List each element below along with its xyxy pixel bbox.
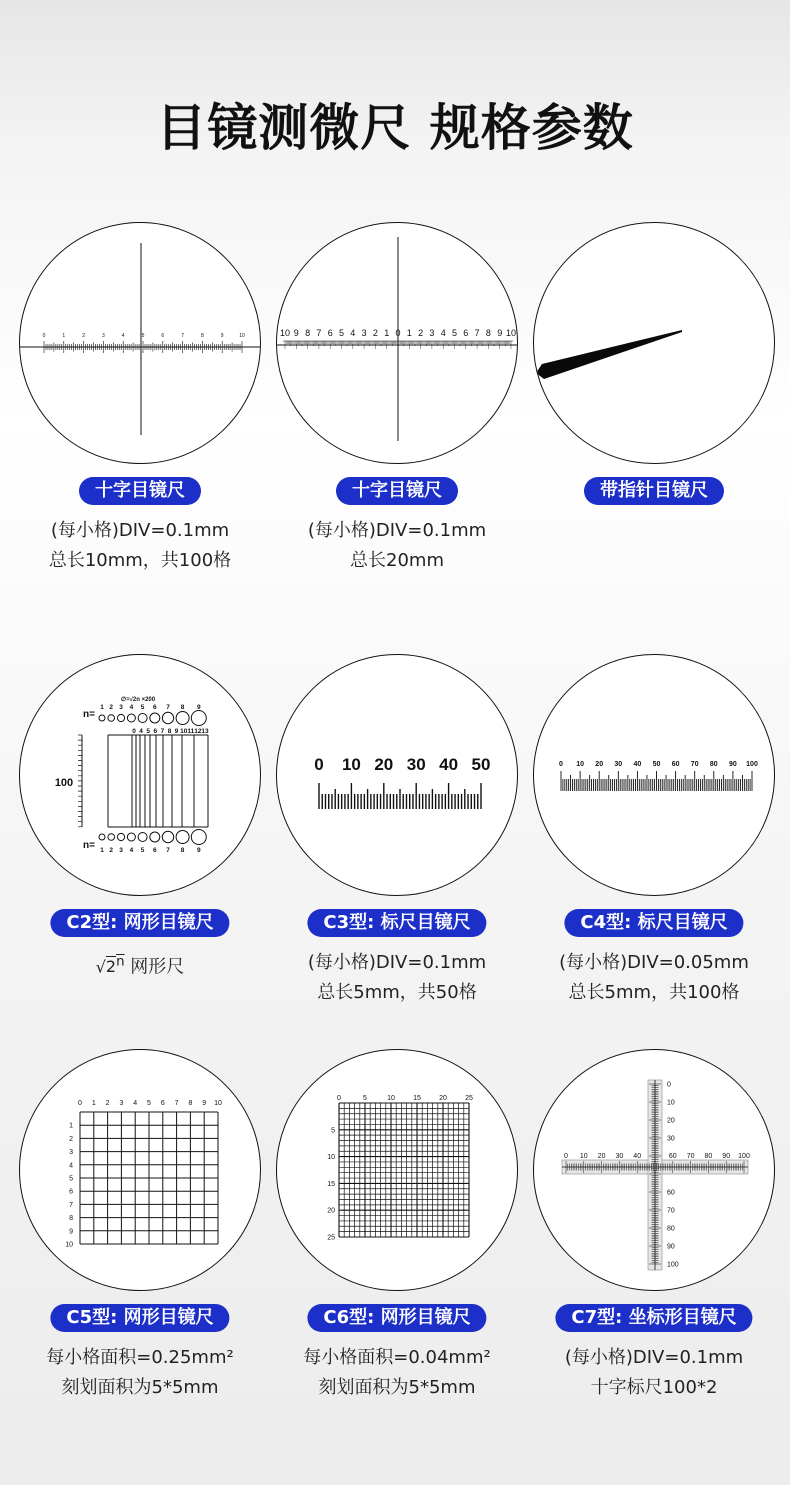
spec-line-2: 刻划面积为5*5mm [318,1377,476,1398]
aperture-label: 1 [100,704,104,711]
aperture-circle [127,714,135,722]
column-label: 0 [78,1100,82,1107]
column-label: 5 [146,728,151,735]
column-label: 10 [180,728,188,735]
scale-label: 70 [690,761,699,768]
formula-label: ∅=√2n ×200 [120,697,156,703]
spec-line-1: 每小格面积=0.25mm² [46,1347,234,1368]
row-label: 25 [327,1234,335,1242]
horizontal-label: 0 [564,1153,568,1160]
aperture-label: 2 [109,704,114,711]
scale-label: 8 [201,333,204,339]
c6-grid-reticle-drawing [277,1050,518,1291]
vertical-label: 70 [667,1207,675,1215]
scale-label: 10 [239,333,245,339]
sqrt-exponent: n [116,955,125,970]
cross-reticle-20mm-drawing [277,223,518,464]
reticle-image-c4 [533,654,775,896]
scale-label: 8 [305,328,311,338]
column-label: 8 [167,728,172,735]
scale-label: 10 [576,761,584,768]
reticle-spec [525,1343,783,1403]
spec-line-1 [11,948,269,982]
aperture-label: 8 [180,847,185,854]
c5-grid-reticle-drawing [20,1050,261,1291]
scale-label: 4 [350,328,356,338]
scale-label: 10 [505,328,517,338]
c4-scale-reticle-drawing [534,655,775,896]
scale-label: 40 [439,755,459,774]
row-label: 5 [69,1175,73,1183]
spec-line-2: 总长10mm，共100格 [48,550,232,571]
aperture-label: 3 [119,704,123,711]
reticle-image-c6 [276,1049,518,1291]
row-label: 7 [69,1201,73,1209]
scale-label: 5 [451,328,458,338]
column-label: 25 [465,1095,473,1102]
aperture-circle [138,833,147,842]
reticle-type-badge: C4型: 标尺目镜尺 [564,909,743,937]
aperture-label: 7 [166,704,170,711]
aperture-label: 4 [129,847,134,854]
scale-label: 0 [42,333,46,339]
aperture-label: 6 [152,847,157,854]
reticle-image-pointer [533,222,775,464]
column-label: 4 [133,1100,138,1107]
column-label: 5 [147,1100,151,1107]
spec-line-2: 总长20mm [350,550,444,571]
sqrt-radicand [106,957,125,976]
column-label: 0 [132,728,136,735]
scale-label: 6 [161,333,165,339]
spec-line-2: 刻划面积为5*5mm [61,1377,219,1398]
aperture-circle [127,833,135,841]
vertical-label: 80 [667,1225,675,1233]
spec-line-1: 每小格面积=0.04mm² [303,1347,491,1368]
row-label: 20 [327,1207,335,1215]
scale-label: 30 [406,755,426,774]
aperture-label: 4 [129,704,134,711]
column-label: 2 [105,1100,110,1107]
vertical-label: 10 [667,1099,675,1107]
aperture-label: 2 [109,847,114,854]
horizontal-label: 60 [668,1153,677,1160]
aperture-label: 3 [119,847,123,854]
column-label: 5 [363,1095,367,1102]
aperture-circle [108,834,115,841]
reticle-type-badge: 十字目镜尺 [336,477,458,505]
scale-label: 2 [82,333,85,339]
n-label: n= [83,840,95,851]
scale-label: 3 [102,333,105,339]
scale-label: 90 [729,761,737,768]
page-title: 目镜测微尺 规格参数 [156,99,634,157]
aperture-label: 9 [196,704,201,711]
c3-scale-reticle-drawing [277,655,518,896]
reticle-image-c2 [19,654,261,896]
scale-label: 2 [372,328,378,338]
scale-label: 1 [384,328,390,338]
aperture-circle [162,831,173,842]
column-label: 10 [387,1095,395,1102]
aperture-circle [108,715,115,722]
column-label: 1 [91,1100,96,1107]
column-label: 7 [160,728,165,735]
scale-label: 6 [463,328,469,338]
scale-label: 50 [471,755,491,774]
scale-label: 3 [429,328,435,338]
row-label: 10 [327,1154,335,1162]
aperture-label: 8 [180,704,185,711]
column-label: 7 [174,1100,179,1107]
aperture-label: 1 [100,847,104,854]
reticle-spec [268,1343,526,1403]
horizontal-label: 90 [722,1153,731,1160]
horizontal-label: 80 [704,1153,713,1160]
reticle-type-badge: 带指针目镜尺 [584,477,724,505]
spec-line-1: (每小格)DIV=0.1mm [307,520,487,541]
scale-label: 10 [279,328,291,338]
column-label: 12 [194,728,202,735]
aperture-circle [99,834,105,840]
vertical-label: 100 [667,1261,679,1269]
aperture-circle [191,830,206,845]
reticle-spec [11,948,269,982]
spec-line-2: 十字标尺100*2 [590,1377,718,1398]
scale-label: 50 [652,761,661,768]
reticle-image-c3 [276,654,518,896]
aperture-circle [138,714,147,723]
sqrt-formula: √2$^n$ [95,955,125,977]
scale-label: 5 [141,333,145,339]
aperture-circle [99,715,105,721]
reticle-spec [11,516,269,576]
aperture-circle [176,712,189,725]
horizontal-label: 40 [633,1153,642,1160]
spec-line-2: 总长5mm，共50格 [317,982,477,1003]
reticle-type-badge: C5型: 网形目镜尺 [50,1304,229,1332]
aperture-circle [150,832,160,842]
column-label: 6 [153,728,158,735]
aperture-circle [150,713,160,723]
scale-label: 7 [316,328,322,338]
row-label: 2 [69,1135,73,1143]
aperture-circle [162,712,173,723]
horizontal-label: 10 [579,1153,588,1160]
reticle-spec [525,948,783,1008]
row-label: 1 [69,1122,73,1130]
aperture-label: 6 [152,704,157,711]
scale-label: 7 [474,328,480,338]
spec-line-1: (每小格)DIV=0.1mm [307,952,487,973]
scale-label: 40 [633,761,642,768]
cross-reticle-10mm-drawing [20,223,261,464]
vertical-label: 90 [667,1243,675,1251]
column-label: 11 [187,728,195,735]
column-label: 9 [174,728,179,735]
vertical-label: 60 [667,1189,675,1197]
spec-text: 网形尺 [130,956,185,978]
scale-label: 9 [293,328,299,338]
reticle-spec [268,516,526,576]
reticle-image-cross-10mm [19,222,261,464]
reticle-type-badge: C3型: 标尺目镜尺 [307,909,486,937]
reticle-spec [268,948,526,1008]
reticle-image-c7 [533,1049,775,1291]
scale-label: 10 [341,755,361,774]
scale-label: 8 [485,328,491,338]
row-label: 4 [69,1162,73,1170]
column-label: 9 [202,1100,207,1107]
aperture-label: 9 [196,847,201,854]
c7-coordinate-reticle-drawing [534,1050,775,1291]
row-label: 9 [69,1228,73,1236]
horizontal-label: 20 [597,1153,606,1160]
scale-label: 7 [181,333,184,339]
aperture-label: 5 [140,847,145,854]
column-label: 3 [119,1100,124,1107]
aperture-circle [117,714,124,721]
scale-label: 20 [374,755,394,774]
column-label: 20 [439,1095,447,1102]
aperture-label: 7 [166,847,170,854]
scale-label: 0 [559,761,563,768]
vertical-label: 0 [667,1081,671,1089]
row-label: 5 [331,1127,335,1135]
scale-label: 9 [497,328,503,338]
column-label: 8 [188,1100,193,1107]
scale-label: 30 [614,761,623,768]
aperture-label: 5 [140,704,145,711]
scale-label: 4 [440,328,446,338]
aperture-circle [117,833,124,840]
column-label: 4 [139,728,143,735]
n-label: n= [83,709,95,720]
scale-label: 0 [395,328,401,338]
reticle-image-cross-20mm [276,222,518,464]
aperture-circle [176,831,189,844]
column-label: 13 [201,728,209,735]
c2-net-reticle-drawing [20,655,261,896]
vertical-label: 20 [667,1117,675,1125]
row-label: 10 [65,1241,73,1249]
reticle-spec [11,1343,269,1403]
pointer-reticle-drawing [534,223,775,464]
spec-line-1: (每小格)DIV=0.1mm [50,520,230,541]
scale-label: 3 [361,328,367,338]
scale-label: 5 [338,328,345,338]
column-label: 15 [413,1095,421,1102]
side-label: 100 [54,777,74,789]
reticle-type-badge: C6型: 网形目镜尺 [307,1304,486,1332]
scale-label: 60 [671,761,680,768]
horizontal-label: 70 [686,1153,695,1160]
scale-label: 100 [746,761,758,768]
scale-label: 0 [314,755,324,774]
scale-label: 1 [62,333,66,339]
reticle-type-badge: C2型: 网形目镜尺 [50,909,229,937]
reticle-image-c5 [19,1049,261,1291]
spec-line-2: 总长5mm，共100格 [568,982,740,1003]
column-label: 10 [214,1100,222,1107]
column-label: 0 [337,1095,341,1102]
aperture-circle [191,711,206,726]
row-label: 3 [69,1149,73,1157]
scale-label: 4 [121,333,125,339]
row-label: 15 [327,1180,335,1188]
scale-label: 6 [327,328,333,338]
sqrt-base: 2 [105,957,117,977]
vertical-label: 30 [667,1135,675,1143]
scale-label: 20 [595,761,604,768]
reticle-type-badge: 十字目镜尺 [79,477,201,505]
reticle-type-badge: C7型: 坐标形目镜尺 [555,1304,752,1332]
column-label: 6 [160,1100,165,1107]
scale-label: 2 [418,328,424,338]
pointer-needle [536,330,682,379]
spec-line-1: (每小格)DIV=0.05mm [559,952,749,973]
row-label: 6 [69,1188,73,1196]
horizontal-label: 30 [615,1153,624,1160]
scale-label: 9 [220,333,224,339]
spec-line-1: (每小格)DIV=0.1mm [564,1347,744,1368]
scale-label: 80 [709,761,718,768]
horizontal-label: 100 [738,1153,750,1160]
row-label: 8 [69,1215,73,1223]
scale-label: 1 [406,328,412,338]
